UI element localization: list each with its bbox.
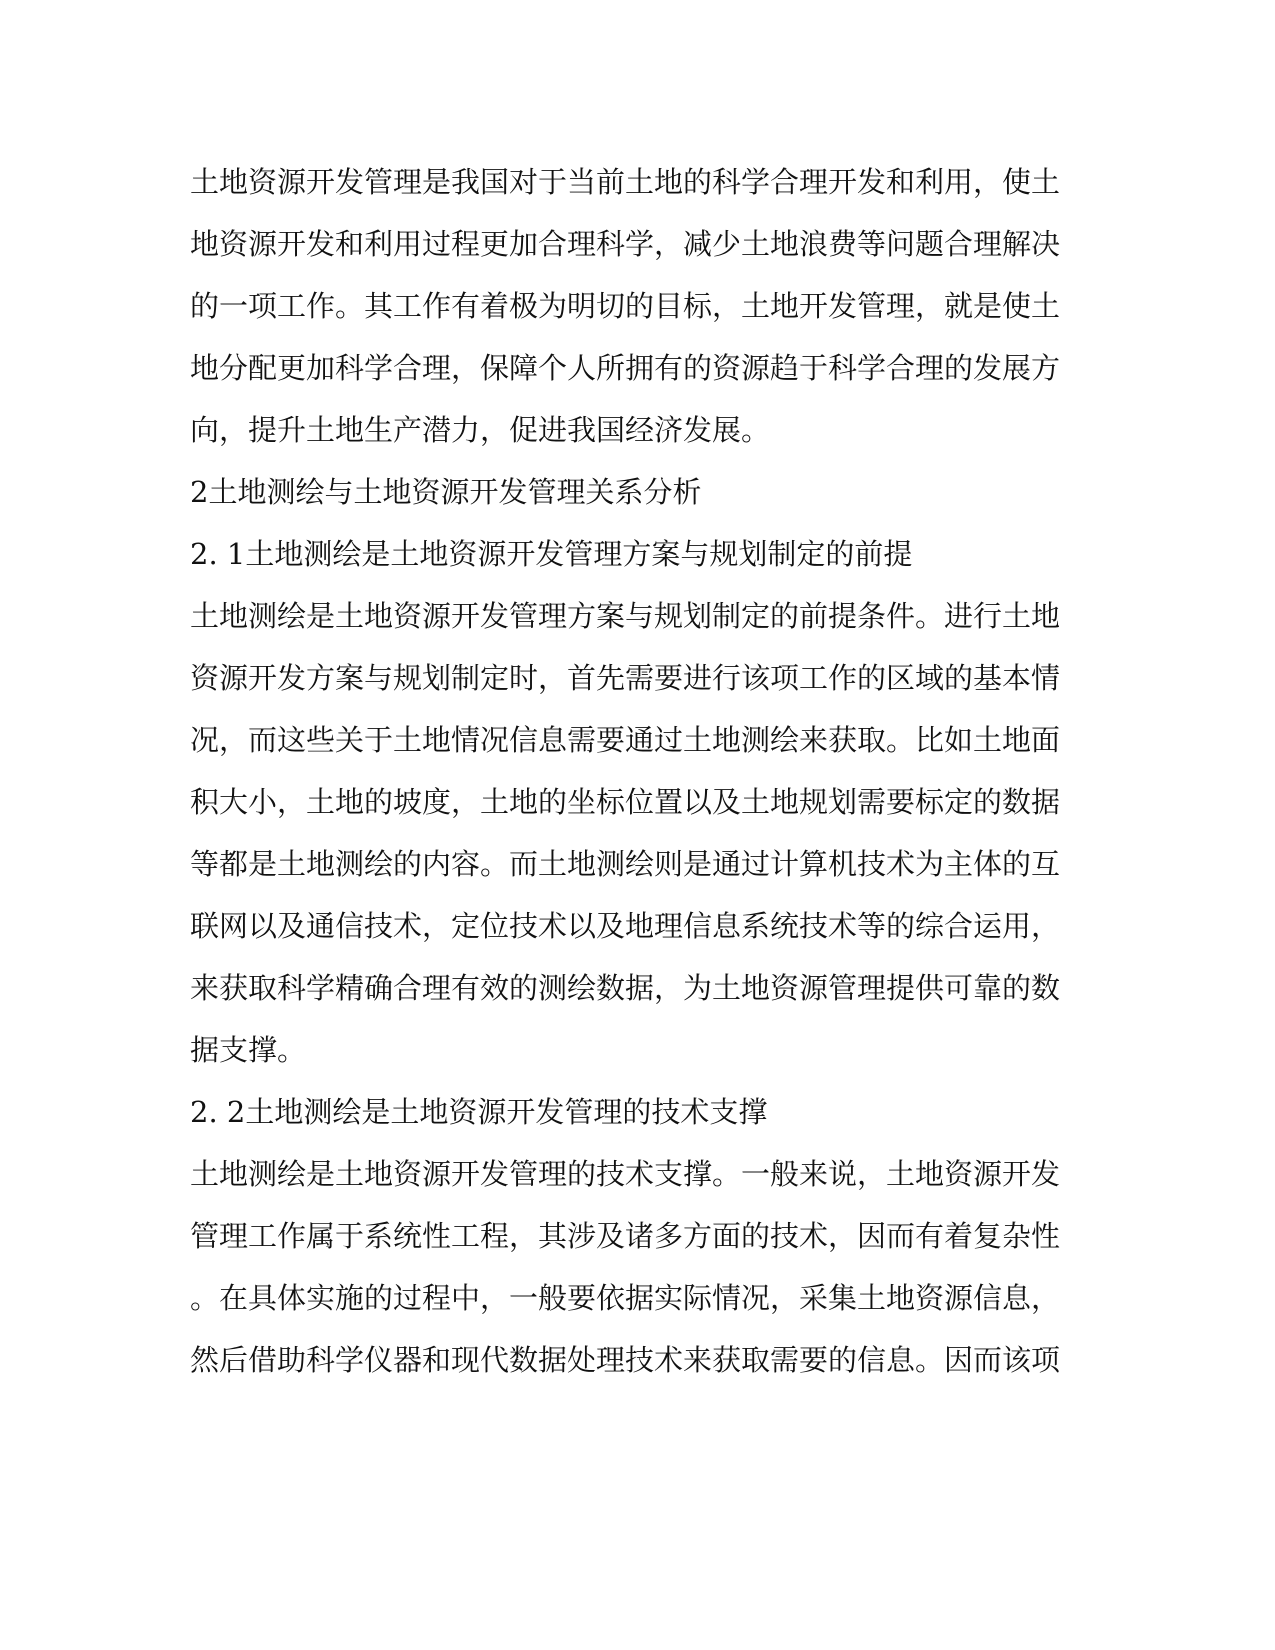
paragraph-line: 联网以及通信技术，定位技术以及地理信息系统技术等的综合运用， [190, 909, 1061, 943]
paragraph-line: 土地测绘是土地资源开发管理方案与规划制定的前提条件。进行土地 [190, 599, 1061, 633]
paragraph-line: 的一项工作。其工作有着极为明切的目标，土地开发管理，就是使土 [190, 289, 1061, 323]
section-heading: 2土地测绘与土地资源开发管理关系分析 [190, 475, 702, 509]
paragraph-line: 等都是土地测绘的内容。而土地测绘则是通过计算机技术为主体的互 [190, 847, 1061, 881]
paragraph-line: 向，提升土地生产潜力，促进我国经济发展。 [190, 413, 771, 447]
paragraph-line: 资源开发方案与规划制定时，首先需要进行该项工作的区域的基本情 [190, 661, 1061, 695]
subsection-heading: 2. 2土地测绘是土地资源开发管理的技术支撑 [190, 1095, 768, 1129]
paragraph-line: 土地资源开发管理是我国对于当前土地的科学合理开发和利用，使土 [190, 165, 1061, 199]
paragraph-line: 地资源开发和利用过程更加合理科学，减少土地浪费等问题合理解决 [190, 227, 1061, 261]
paragraph-line: 然后借助科学仪器和现代数据处理技术来获取需要的信息。因而该项 [190, 1343, 1061, 1377]
subsection-heading: 2. 1土地测绘是土地资源开发管理方案与规划制定的前提 [190, 537, 913, 571]
paragraph-line: 管理工作属于系统性工程，其涉及诸多方面的技术，因而有着复杂性 [190, 1219, 1061, 1253]
paragraph-line: 。在具体实施的过程中，一般要依据实际情况，采集土地资源信息， [190, 1281, 1061, 1315]
paragraph-line: 况，而这些关于土地情况信息需要通过土地测绘来获取。比如土地面 [190, 723, 1061, 757]
paragraph-line: 据支撑。 [190, 1033, 307, 1067]
paragraph-line: 土地测绘是土地资源开发管理的技术支撑。一般来说，土地资源开发 [190, 1157, 1061, 1191]
paragraph-line: 地分配更加科学合理，保障个人所拥有的资源趋于科学合理的发展方 [190, 351, 1061, 385]
paragraph-line: 来获取科学精确合理有效的测绘数据，为土地资源管理提供可靠的数 [190, 971, 1061, 1005]
paragraph-line: 积大小，土地的坡度，土地的坐标位置以及土地规划需要标定的数据 [190, 785, 1061, 819]
